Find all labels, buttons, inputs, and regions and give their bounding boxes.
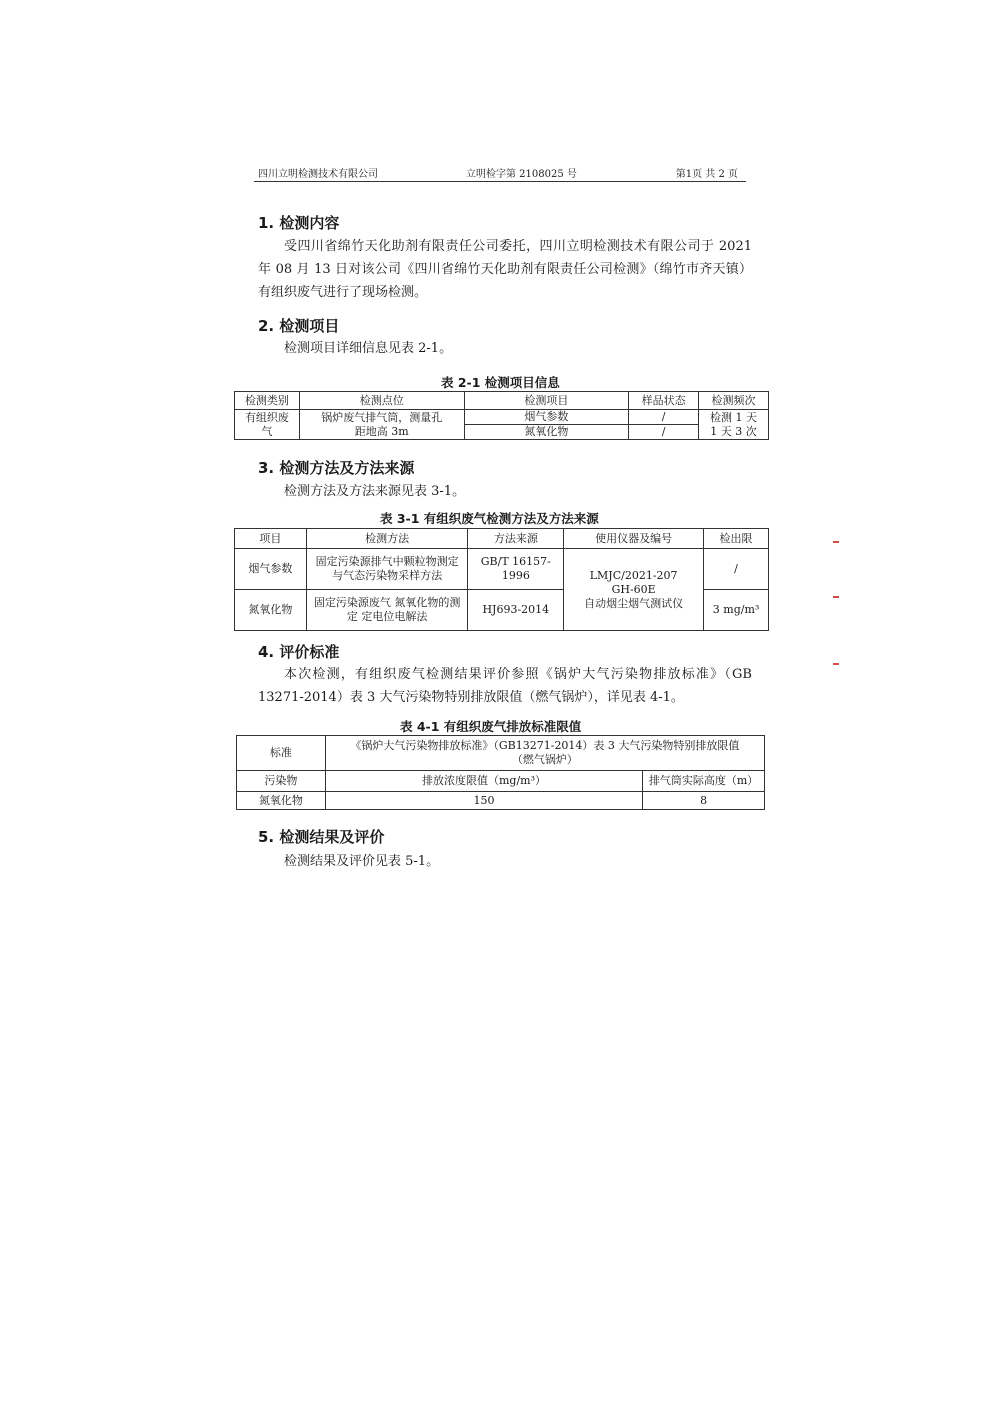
instrument-model: GH-60E	[611, 582, 656, 596]
instrument-cell	[564, 549, 704, 631]
state-cell: /	[629, 425, 699, 440]
table-header-cell: 使用仪器及编号	[564, 529, 704, 549]
state-cell: /	[629, 410, 699, 425]
margin-mark	[833, 541, 839, 543]
item-cell: 烟气参数	[235, 549, 307, 590]
table-3-1	[234, 528, 769, 631]
report-number: 立明检字第 2108025 号	[466, 169, 577, 180]
section-3-title: 3. 检测方法及方法来源	[258, 459, 415, 477]
table-3-1-caption: 表 3-1 有组织废气检测方法及方法来源	[380, 511, 599, 526]
source-cell: HJ693-2014	[468, 590, 564, 631]
table-header-cell: 污染物	[237, 771, 326, 792]
company-name: 四川立明检测技术有限公司	[258, 169, 378, 180]
pollutant-cell: 氮氧化物	[237, 792, 326, 810]
table-header-cell: 样品状态	[629, 392, 699, 410]
table-header-cell: 检测类别	[235, 392, 300, 410]
section-4-title: 4. 评价标准	[258, 643, 340, 661]
table-header-cell: 项目	[235, 529, 307, 549]
section-1-title: 1. 检测内容	[258, 214, 340, 232]
section-5-title: 5. 检测结果及评价	[258, 828, 385, 846]
source-cell: GB/T 16157-1996	[468, 549, 564, 590]
section-2-text: 检测项目详细信息见表 2-1。	[284, 341, 453, 356]
concentration-limit-cell: 150	[325, 792, 642, 810]
page-header	[254, 163, 746, 182]
category-cell: 有组织废气	[235, 410, 300, 440]
table-4-1-caption: 表 4-1 有组织废气排放标准限值	[400, 719, 582, 734]
table-header-cell: 检测项目	[464, 392, 629, 410]
table-header-cell: 检测频次	[699, 392, 769, 410]
section-4-text: 本次检测，有组织废气检测结果评价参照《锅炉大气污染物排放标准》（GB 13271-2014）表 3 大气污染物特别排放限值（燃气锅炉），详见表 4-1。	[258, 667, 752, 705]
frequency-cell: 检测 1 天 1 天 3 次	[699, 410, 769, 440]
standard-label: 标准	[237, 736, 326, 771]
point-cell: 锅炉废气排气筒，测量孔距地高 3m	[299, 410, 464, 440]
section-3-text: 检测方法及方法来源见表 3-1。	[284, 484, 466, 499]
instrument-name: 自动烟尘烟气测试仪	[584, 596, 684, 610]
margin-mark	[833, 596, 839, 598]
table-header-cell: 排气筒实际高度（m）	[643, 771, 765, 792]
stack-height-cell: 8	[643, 792, 765, 810]
page-number: 第1页 共 2 页	[675, 169, 738, 180]
section-2-title: 2. 检测项目	[258, 317, 340, 335]
table-header-cell: 检测方法	[306, 529, 468, 549]
item-cell: 氮氧化物	[464, 425, 629, 440]
item-cell: 烟气参数	[464, 410, 629, 425]
table-2-1-caption: 表 2-1 检测项目信息	[441, 375, 560, 390]
method-cell: 固定污染源废气 氮氧化物的测定 定电位电解法	[306, 590, 468, 631]
method-cell: 固定污染源排气中颗粒物测定与气态污染物采样方法	[306, 549, 468, 590]
section-1-text: 受四川省绵竹天化助剂有限责任公司委托，四川立明检测技术有限公司于 2021 年 08 月 13 日对该公司《四川省绵竹天化助剂有限责任公司检测》（绵竹市齐天镇）有组织废气进行了现场检测。	[258, 239, 752, 300]
instrument-number: LMJC/2021-207	[589, 568, 678, 582]
section-5-text: 检测结果及评价见表 5-1。	[284, 854, 440, 869]
table-header-cell: 检出限	[704, 529, 769, 549]
table-header-cell: 方法来源	[468, 529, 564, 549]
table-2-1	[234, 391, 769, 440]
table-header-cell: 排放浓度限值（mg/m³）	[325, 771, 642, 792]
table-4-1	[236, 735, 765, 810]
limit-cell: /	[704, 549, 769, 590]
item-cell: 氮氧化物	[235, 590, 307, 631]
limit-cell: 3 mg/m³	[704, 590, 769, 631]
table-header-cell: 检测点位	[299, 392, 464, 410]
standard-text: 《锅炉大气污染物排放标准》（GB13271-2014）表 3 大气污染物特别排放限值（燃气锅炉）	[325, 736, 764, 771]
margin-mark	[833, 663, 839, 665]
